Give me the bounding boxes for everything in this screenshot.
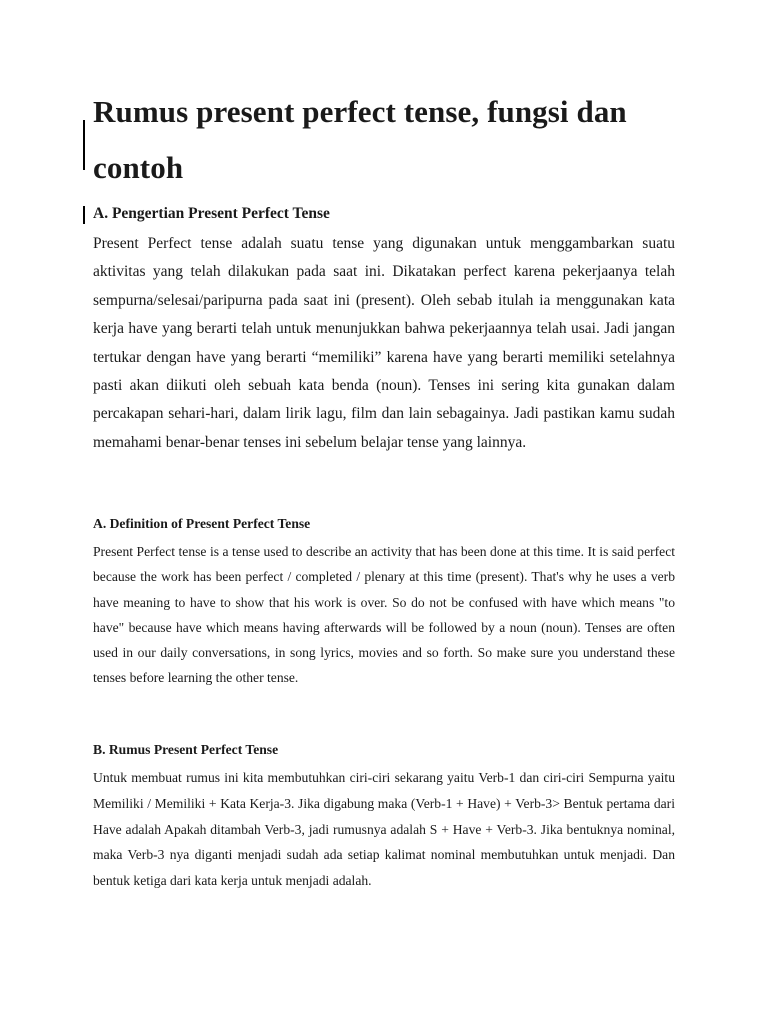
text-cursor [83, 206, 85, 224]
section-heading-definition: A. Definition of Present Perfect Tense [93, 516, 311, 531]
section-heading-rumus: B. Rumus Present Perfect Tense [93, 742, 279, 757]
section-heading-pengertian: A. Pengertian Present Perfect Tense [93, 205, 330, 222]
text-cursor [83, 120, 85, 170]
section-body-definition: Present Perfect tense is a tense used to describe an activity that has been done at this time. It is said perfect because the work has been perfect / completed / plenary at this time (present). That's why he uses a verb have meaning to have to show that his work is over. So do not be confused with have which means "to have" because have which means having afterwards will be followed by a noun (noun). Tenses are often used in our daily conversations, in song lyrics, movies and so forth. So make sure you understand these tenses before learning the other tense. [93, 544, 675, 686]
section-body-pengertian: Present Perfect tense adalah suatu tense yang digunakan untuk menggambarkan suatu aktivitas yang telah dilakukan pada saat ini. Dikatakan perfect karena pekerjaanya telah sempurna/selesai/paripurna pada saat ini (present). Oleh sebab itulah ia menggunakan kata kerja have yang berarti telah untuk menunjukkan bahwa pekerjaannya telah usai. Jadi jangan tertukar dengan have yang berarti “memiliki” karena have yang berarti memiliki setelahnya pasti akan diikuti oleh sebuah kata benda (noun). Tenses ini sering kita gunakan dalam percakapan sehari-hari, dalam lirik lagu, film dan lain sebagainya. Jadi pastikan kamu sudah memahami benar-benar tenses ini sebelum belajar tense yang lainnya. [93, 235, 675, 451]
document-title: Rumus present perfect tense, fungsi dan contoh [93, 94, 627, 185]
section-body-rumus: Untuk membuat rumus ini kita membutuhkan ciri-ciri sekarang yaitu Verb-1 dan ciri-ciri Sempurna yaitu Memiliki / Memiliki + Kata Kerja-3. Jika digabung maka (Verb-1 + Have) + Verb-3> Bentuk pertama dari Have adalah Apakah ditambah Verb-3, jadi rumusnya adalah S + Have + Verb-3. Jika bentuknya nominal, maka Verb-3 nya diganti menjadi sudah ada setiap kalimat nominal membutuhkan untuk menjadi. Dan bentuk ketiga dari kata kerja untuk menjadi adalah. [93, 770, 675, 889]
document-page [93, 84, 675, 889]
